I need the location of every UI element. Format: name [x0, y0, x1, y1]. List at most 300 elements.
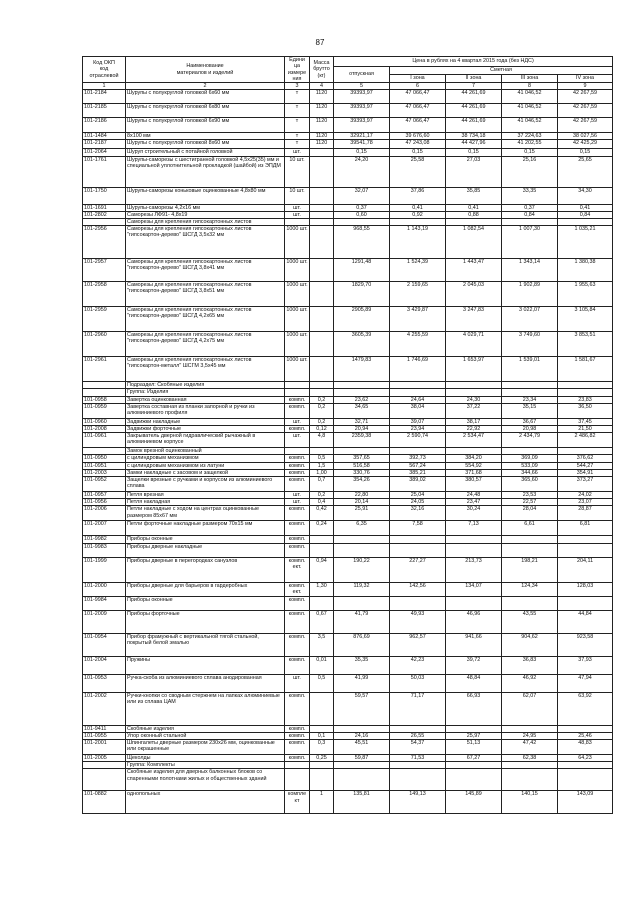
table-row — [83, 211, 613, 218]
cell-release-price: 32,07 — [334, 187, 390, 204]
cell-zone-1-price: 24,64 — [390, 396, 446, 403]
cell-release-price: 0,37 — [334, 204, 390, 211]
cell-name: Приборы дверные для барьеров в гардеробных — [126, 582, 285, 596]
cell-code: 101-2184 — [83, 90, 126, 104]
cell-release-price — [334, 219, 390, 226]
table-row — [83, 762, 613, 769]
cell-mass: 0,4 — [310, 499, 334, 506]
cell-code: 101-9983 — [83, 543, 126, 557]
cell-code: 101-2959 — [83, 307, 126, 332]
cell-code: 101-0956 — [83, 499, 126, 506]
cell-zone-3-price: 20,98 — [502, 426, 558, 433]
cell-zone-3-price — [502, 769, 558, 791]
cell-release-price: 0,15 — [334, 149, 390, 156]
cell-name: Приборы дверные в перегородках санузлов — [126, 557, 285, 582]
cell-zone-2-price — [446, 219, 502, 226]
cell-zone-2-price: 7,13 — [446, 521, 502, 536]
table-row — [83, 433, 613, 448]
table-row — [83, 596, 613, 610]
cell-code: 101-1750 — [83, 187, 126, 204]
cell-code: 101-2064 — [83, 149, 126, 156]
cell-zone-3-price: 35,15 — [502, 403, 558, 418]
cell-unit: 10 шт. — [285, 156, 310, 187]
cell-mass: 0,7 — [310, 477, 334, 492]
cell-unit — [285, 448, 310, 455]
cell-release-price: 135,81 — [334, 791, 390, 814]
cell-code: 101-2960 — [83, 332, 126, 357]
cell-mass — [310, 204, 334, 211]
cell-zone-2-price: 2 534,47 — [446, 433, 502, 448]
table-row — [83, 477, 613, 492]
cell-zone-1-price — [390, 389, 446, 396]
cell-zone-1-price: 24,05 — [390, 499, 446, 506]
table-row — [83, 740, 613, 755]
cell-unit: компл. — [285, 755, 310, 762]
cell-zone-2-price: 134,07 — [446, 582, 502, 596]
cell-unit — [285, 762, 310, 769]
cell-zone-2-price — [446, 543, 502, 557]
cell-zone-1-price: 25,04 — [390, 492, 446, 499]
cell-zone-3-price — [502, 596, 558, 610]
cell-release-price: 190,22 — [334, 557, 390, 582]
table-row — [83, 332, 613, 357]
cell-name: Шурупы-саморезы конькoвые оцинкованные 4,8х80 мм — [126, 187, 285, 204]
cell-mass: 0,94 — [310, 557, 334, 582]
cell-name: Саморезы для крепления гипсокартонных листов "гипсокартон-дерево" ШСГД 4,2х65 мм — [126, 307, 285, 332]
table-row — [83, 633, 613, 656]
cell-zone-1-price: 142,56 — [390, 582, 446, 596]
cell-code: 101-2802 — [83, 211, 126, 218]
cell-code: 101-2006 — [83, 506, 126, 521]
column-number: 6 — [390, 83, 446, 90]
table-row — [83, 382, 613, 389]
cell-name: Петля накладная — [126, 499, 285, 506]
cell-unit — [285, 769, 310, 791]
cell-unit: компл. ект. — [285, 582, 310, 596]
cell-unit: шт. — [285, 674, 310, 692]
cell-zone-2-price: 46,96 — [446, 610, 502, 633]
cell-zone-4-price: 42 267,59 — [558, 104, 613, 118]
cell-mass: 1120 — [310, 118, 334, 133]
table-row — [83, 755, 613, 762]
cell-name: Шурупы с полукруглой головкой 8х60 мм — [126, 140, 285, 149]
cell-code: 101-2008 — [83, 426, 126, 433]
cell-zone-2-price: 51,13 — [446, 740, 502, 755]
cell-code: 101-2187 — [83, 140, 126, 149]
table-row — [83, 133, 613, 140]
cell-zone-2-price: 23,47 — [446, 499, 502, 506]
cell-release-price: 23,62 — [334, 396, 390, 403]
cell-code — [83, 389, 126, 396]
cell-mass: 0,2 — [310, 396, 334, 403]
cell-zone-2-price: 1 653,97 — [446, 357, 502, 382]
cell-unit: компл. — [285, 506, 310, 521]
table-row — [83, 725, 613, 732]
table-row — [83, 543, 613, 557]
cell-zone-1-price: 385,21 — [390, 469, 446, 476]
cell-unit: 1000 шт. — [285, 357, 310, 382]
cell-zone-1-price: 4 255,59 — [390, 332, 446, 357]
cell-name: Группа: Изделия — [126, 389, 285, 396]
table-row — [83, 204, 613, 211]
cell-zone-1-price: 50,03 — [390, 674, 446, 692]
cell-mass — [310, 357, 334, 382]
cell-zone-4-price — [558, 448, 613, 455]
cell-unit: компл. — [285, 396, 310, 403]
cell-zone-3-price — [502, 382, 558, 389]
cell-code: 101-2003 — [83, 469, 126, 476]
cell-zone-3-price: 36,83 — [502, 656, 558, 674]
cell-zone-4-price: 28,87 — [558, 506, 613, 521]
cell-release-price: 39393,97 — [334, 90, 390, 104]
header-zone-2: II зона — [446, 75, 502, 83]
cell-release-price: 59,87 — [334, 755, 390, 762]
table-row — [83, 469, 613, 476]
cell-zone-1-price — [390, 725, 446, 732]
cell-unit — [285, 382, 310, 389]
cell-mass: 1120 — [310, 140, 334, 149]
header-release-price: отпускная — [334, 67, 390, 83]
cell-zone-2-price: 44 261,69 — [446, 90, 502, 104]
cell-zone-3-price: 124,34 — [502, 582, 558, 596]
cell-name: Пружины — [126, 656, 285, 674]
cell-code: 101-9411 — [83, 725, 126, 732]
cell-name: Замок врезной оцинкованный — [126, 448, 285, 455]
cell-code: 101-1484 — [83, 133, 126, 140]
cell-zone-3-price: 41 202,55 — [502, 140, 558, 149]
cell-mass: 1 — [310, 791, 334, 814]
cell-unit: шт. — [285, 433, 310, 448]
cell-name: Задвижки накладные — [126, 418, 285, 425]
cell-unit: компл. — [285, 477, 310, 492]
cell-code: 101-0958 — [83, 396, 126, 403]
cell-code: 101-2004 — [83, 656, 126, 674]
cell-zone-4-price: 48,83 — [558, 740, 613, 755]
cell-unit: шт. — [285, 149, 310, 156]
cell-name: Ручки-кнопки со сводным стержнем на лапках алюминиевые или из сплава ЦАМ — [126, 692, 285, 725]
table-row — [83, 396, 613, 403]
header-zone-3: III зона — [502, 75, 558, 83]
table-row — [83, 536, 613, 543]
cell-unit: компле кт — [285, 791, 310, 814]
table-row — [83, 389, 613, 396]
header-zone-1: I зона — [390, 75, 446, 83]
cell-name: Защелки врезные с ручками и корпусом из алюминиевого сплава — [126, 477, 285, 492]
cell-code: 101-0953 — [83, 674, 126, 692]
cell-zone-4-price: 36,50 — [558, 403, 613, 418]
cell-name: Шурупы-саморезы с шестигранной головкой 4,5х25(35) мм и специальной уплотнительной прокладкой (шайбой) из ЭПДМ — [126, 156, 285, 187]
cell-release-price: 35,35 — [334, 656, 390, 674]
cell-zone-3-price: 25,16 — [502, 156, 558, 187]
cell-release-price — [334, 543, 390, 557]
cell-zone-1-price: 71,17 — [390, 692, 446, 725]
cell-zone-1-price: 3 429,87 — [390, 307, 446, 332]
cell-code — [83, 769, 126, 791]
cell-zone-3-price: 0,37 — [502, 204, 558, 211]
cell-code — [83, 382, 126, 389]
cell-unit: компл. — [285, 610, 310, 633]
cell-mass: 1,30 — [310, 582, 334, 596]
cell-zone-2-price: 371,68 — [446, 469, 502, 476]
cell-zone-4-price: 6,81 — [558, 521, 613, 536]
cell-name: Шуруп строительный с потайной головкой — [126, 149, 285, 156]
cell-mass — [310, 543, 334, 557]
cell-zone-4-price: 37,93 — [558, 656, 613, 674]
cell-zone-3-price — [502, 219, 558, 226]
cell-mass — [310, 259, 334, 282]
cell-release-price: 354,26 — [334, 477, 390, 492]
cell-name: Приборы дверные накладные — [126, 543, 285, 557]
cell-name: Завертка составная из планки запорной и ручки из алюминиевого профиля — [126, 403, 285, 418]
cell-release-price: 32,71 — [334, 418, 390, 425]
cell-zone-3-price: 46,92 — [502, 674, 558, 692]
cell-name: Саморезы ЛФ91- 4,8х19 — [126, 211, 285, 218]
cell-name: Группа: Комплекты — [126, 762, 285, 769]
cell-mass — [310, 389, 334, 396]
cell-zone-2-price: 67,27 — [446, 755, 502, 762]
cell-zone-2-price — [446, 762, 502, 769]
cell-release-price: 516,58 — [334, 462, 390, 469]
cell-release-price: 330,76 — [334, 469, 390, 476]
cell-name: Завертка оцинкованная — [126, 396, 285, 403]
cell-zone-3-price: 6,61 — [502, 521, 558, 536]
cell-zone-1-price: 47 066,47 — [390, 90, 446, 104]
column-number: 9 — [558, 83, 613, 90]
cell-zone-2-price: 554,92 — [446, 462, 502, 469]
cell-zone-1-price: 49,93 — [390, 610, 446, 633]
cell-release-price — [334, 762, 390, 769]
cell-mass — [310, 282, 334, 307]
cell-code: 101-0955 — [83, 732, 126, 739]
cell-zone-4-price: 544,27 — [558, 462, 613, 469]
cell-zone-4-price: 23,07 — [558, 499, 613, 506]
cell-zone-4-price: 64,23 — [558, 755, 613, 762]
cell-code: 101-2007 — [83, 521, 126, 536]
cell-release-price: 22,80 — [334, 492, 390, 499]
cell-zone-1-price: 32,16 — [390, 506, 446, 521]
cell-unit: т — [285, 90, 310, 104]
table-row — [83, 418, 613, 425]
table-row — [83, 90, 613, 104]
cell-unit: 1000 шт. — [285, 282, 310, 307]
cell-zone-1-price: 2 159,65 — [390, 282, 446, 307]
cell-zone-2-price: 22,92 — [446, 426, 502, 433]
cell-zone-4-price: 23,83 — [558, 396, 613, 403]
cell-mass — [310, 692, 334, 725]
cell-name: Петля врезная — [126, 492, 285, 499]
cell-mass: 0,2 — [310, 403, 334, 418]
cell-release-price: 20,94 — [334, 426, 390, 433]
cell-zone-3-price: 43,55 — [502, 610, 558, 633]
cell-code: 101-1691 — [83, 204, 126, 211]
cell-release-price — [334, 725, 390, 732]
cell-mass: 0,24 — [310, 521, 334, 536]
cell-name: Прибор фрамужный с вертикальной тягой стальной, покрытый белой эмалью — [126, 633, 285, 656]
table-row — [83, 187, 613, 204]
cell-zone-2-price — [446, 769, 502, 791]
cell-zone-2-price: 384,20 — [446, 455, 502, 462]
cell-unit: шт. — [285, 204, 310, 211]
cell-release-price: 1829,70 — [334, 282, 390, 307]
column-number: 1 — [83, 83, 126, 90]
cell-zone-1-price — [390, 596, 446, 610]
cell-zone-2-price — [446, 596, 502, 610]
cell-mass: 0,5 — [310, 674, 334, 692]
cell-zone-2-price: 213,73 — [446, 557, 502, 582]
cell-mass — [310, 332, 334, 357]
cell-mass: 1,00 — [310, 469, 334, 476]
table-body — [83, 90, 613, 814]
cell-code: 101-0954 — [83, 633, 126, 656]
table-row — [83, 426, 613, 433]
header-estimate-price: Сметная — [390, 67, 613, 75]
table-row — [83, 118, 613, 133]
cell-code: 101-0961 — [83, 433, 126, 448]
cell-code: 101-2956 — [83, 226, 126, 259]
cell-name: Задвижки форточные — [126, 426, 285, 433]
cell-zone-3-price: 62,38 — [502, 755, 558, 762]
cell-zone-1-price: 227,27 — [390, 557, 446, 582]
cell-release-price — [334, 596, 390, 610]
cell-zone-1-price: 23,94 — [390, 426, 446, 433]
cell-zone-3-price: 1 902,89 — [502, 282, 558, 307]
cell-zone-1-price: 0,41 — [390, 204, 446, 211]
cell-zone-4-price: 25,65 — [558, 156, 613, 187]
cell-name: Шурупы с полукруглой головкой 6х80 мм — [126, 104, 285, 118]
cell-mass — [310, 307, 334, 332]
cell-zone-2-price: 0,88 — [446, 211, 502, 218]
cell-name: Саморезы для крепления гипсокартонных листов "гипсокартон-дерево" ШСГД 3,8х41 мм — [126, 259, 285, 282]
cell-name: 8х100 мм — [126, 133, 285, 140]
cell-zone-1-price — [390, 762, 446, 769]
cell-release-price: 119,32 — [334, 582, 390, 596]
cell-zone-1-price — [390, 219, 446, 226]
cell-zone-4-price: 34,30 — [558, 187, 613, 204]
cell-zone-2-price — [446, 389, 502, 396]
cell-zone-4-price: 1 581,67 — [558, 357, 613, 382]
cell-mass: 0,3 — [310, 740, 334, 755]
cell-zone-1-price: 71,53 — [390, 755, 446, 762]
cell-code: 101-9982 — [83, 536, 126, 543]
cell-zone-4-price: 1 035,21 — [558, 226, 613, 259]
table-row — [83, 104, 613, 118]
table-row — [83, 769, 613, 791]
cell-code: 101-1999 — [83, 557, 126, 582]
table-row — [83, 357, 613, 382]
cell-code — [83, 219, 126, 226]
table-row — [83, 582, 613, 596]
cell-zone-3-price: 22,57 — [502, 499, 558, 506]
cell-mass: 0,5 — [310, 455, 334, 462]
cell-zone-1-price — [390, 769, 446, 791]
cell-name: Замки накладные с засовом и защелкой — [126, 469, 285, 476]
cell-zone-3-price — [502, 725, 558, 732]
cell-unit: т — [285, 140, 310, 149]
cell-name: Приборы оконные — [126, 596, 285, 610]
cell-release-price: 1291,48 — [334, 259, 390, 282]
cell-release-price: 2359,38 — [334, 433, 390, 448]
cell-release-price: 876,69 — [334, 633, 390, 656]
cell-zone-3-price — [502, 389, 558, 396]
cell-zone-1-price: 7,58 — [390, 521, 446, 536]
cell-zone-1-price: 47 066,47 — [390, 118, 446, 133]
table-row — [83, 610, 613, 633]
cell-zone-1-price: 1 746,69 — [390, 357, 446, 382]
cell-zone-1-price: 1 143,19 — [390, 226, 446, 259]
cell-zone-2-price: 27,03 — [446, 156, 502, 187]
cell-zone-4-price: 3 105,84 — [558, 307, 613, 332]
cell-zone-4-price: 0,15 — [558, 149, 613, 156]
cell-name: Саморезы для крепления гипсокартонных листов "гипсокартон-дерево" ШСГД 3,5х32 мм — [126, 226, 285, 259]
cell-release-price: 39393,97 — [334, 118, 390, 133]
cell-unit: компл. — [285, 732, 310, 739]
cell-zone-4-price: 204,11 — [558, 557, 613, 582]
cell-name: Шурупы-саморезы 4,2х16 мм — [126, 204, 285, 211]
cell-unit — [285, 219, 310, 226]
cell-mass — [310, 219, 334, 226]
cell-mass — [310, 226, 334, 259]
cell-zone-3-price: 369,09 — [502, 455, 558, 462]
column-number: 4 — [310, 83, 334, 90]
cell-unit: т — [285, 118, 310, 133]
cell-unit: 1000 шт. — [285, 259, 310, 282]
cell-release-price — [334, 769, 390, 791]
cell-zone-3-price: 37 224,63 — [502, 133, 558, 140]
cell-zone-3-price: 1 343,14 — [502, 259, 558, 282]
cell-zone-3-price: 904,62 — [502, 633, 558, 656]
cell-name: с цилиндровым механизмом из латуни — [126, 462, 285, 469]
cell-name: Приборы оконные — [126, 536, 285, 543]
cell-mass — [310, 382, 334, 389]
cell-zone-2-price: 44 427,96 — [446, 140, 502, 149]
cell-zone-4-price — [558, 536, 613, 543]
cell-zone-4-price — [558, 382, 613, 389]
cell-zone-4-price — [558, 762, 613, 769]
cell-zone-1-price: 54,37 — [390, 740, 446, 755]
cell-name: Скобяные изделия — [126, 725, 285, 732]
cell-zone-4-price: 923,58 — [558, 633, 613, 656]
table-row — [83, 521, 613, 536]
cell-mass: 0,2 — [310, 492, 334, 499]
cell-zone-2-price: 30,24 — [446, 506, 502, 521]
header-code: Код ОКП код отраслевой — [83, 57, 126, 83]
cell-zone-3-price: 23,53 — [502, 492, 558, 499]
column-number: 5 — [334, 83, 390, 90]
price-table — [82, 56, 613, 814]
cell-zone-1-price — [390, 448, 446, 455]
cell-unit: компл. — [285, 596, 310, 610]
cell-zone-1-price: 0,15 — [390, 149, 446, 156]
table-row — [83, 403, 613, 418]
cell-zone-3-price: 533,09 — [502, 462, 558, 469]
cell-zone-4-price: 1 380,38 — [558, 259, 613, 282]
cell-mass — [310, 156, 334, 187]
cell-release-price: 357,65 — [334, 455, 390, 462]
cell-code — [83, 448, 126, 455]
cell-unit: шт. — [285, 418, 310, 425]
cell-unit: компл. — [285, 692, 310, 725]
cell-zone-2-price: 44 261,69 — [446, 104, 502, 118]
cell-mass — [310, 187, 334, 204]
cell-zone-4-price: 37,45 — [558, 418, 613, 425]
cell-zone-1-price: 1 524,39 — [390, 259, 446, 282]
cell-name: Петли форточные накладные размером 70х15 мм — [126, 521, 285, 536]
table-row — [83, 219, 613, 226]
cell-zone-3-price: 33,35 — [502, 187, 558, 204]
cell-zone-2-price: 24,48 — [446, 492, 502, 499]
table-row — [83, 791, 613, 814]
cell-zone-2-price: 37,22 — [446, 403, 502, 418]
